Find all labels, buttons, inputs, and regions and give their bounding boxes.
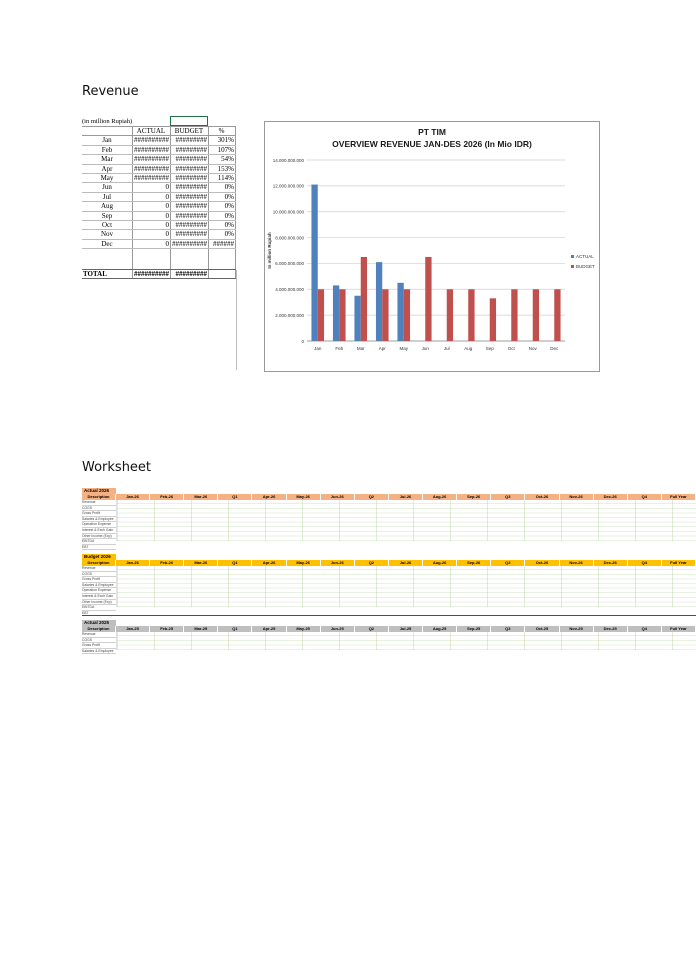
row-label[interactable]: Other Income (Exp): [82, 600, 116, 606]
row-label[interactable]: EBT: [82, 611, 116, 617]
legend-entry: ACTUAL: [576, 254, 594, 259]
column-header[interactable]: Nov-26: [560, 494, 594, 500]
data-grid[interactable]: [116, 500, 696, 541]
y-tick-label: 12.000.000.000: [272, 183, 304, 189]
bar-budget-jun: [425, 257, 431, 341]
month-cell[interactable]: Dec: [101, 239, 113, 248]
y-tick-label: 8.000.000.000: [275, 235, 304, 241]
table-row: [82, 183, 236, 192]
row-label[interactable]: EBT: [82, 545, 116, 551]
row-label[interactable]: COGS: [82, 638, 116, 644]
column-header[interactable]: Q4: [628, 626, 662, 632]
column-header[interactable]: May-26: [287, 494, 321, 500]
column-header[interactable]: Jun-25: [321, 626, 355, 632]
block-divider: [82, 615, 696, 616]
table-row: [82, 240, 236, 249]
bar-actual-apr: [376, 262, 382, 341]
bar-budget-feb: [339, 289, 345, 341]
x-tick-label: Aug: [464, 346, 473, 351]
pct-cell[interactable]: 0%: [208, 212, 236, 220]
month-cell[interactable]: Jun: [102, 183, 112, 192]
month-cell[interactable]: Jan: [102, 136, 112, 145]
block-tag: Actual 2025: [82, 620, 116, 626]
column-header[interactable]: Q4: [628, 560, 662, 566]
x-tick-label: Sep: [485, 346, 494, 351]
table-row: [82, 136, 236, 145]
row-label[interactable]: COGS: [82, 572, 116, 578]
revenue-chart[interactable]: [264, 121, 600, 372]
column-header[interactable]: Jul-25: [389, 626, 423, 632]
header-cell[interactable]: [82, 127, 132, 135]
pct-cell[interactable]: 107%: [208, 146, 236, 154]
actual-cell[interactable]: 0: [132, 221, 170, 229]
selected-cell-outline[interactable]: [170, 116, 208, 126]
worksheet-heading: Worksheet: [82, 460, 152, 475]
y-tick-label: 2.000.000.000: [275, 312, 304, 318]
column-header[interactable]: Mar-26: [184, 494, 218, 500]
table-spacer: [82, 249, 236, 269]
actual-cell[interactable]: 0: [132, 202, 170, 210]
table-body: [82, 136, 236, 249]
chart-plot: [265, 122, 601, 373]
month-cell[interactable]: Mar: [101, 155, 113, 164]
column-header[interactable]: May-25: [287, 626, 321, 632]
y-axis-label: In million Rupiah: [267, 232, 272, 269]
y-tick-label: 10.000.000.000: [272, 209, 304, 215]
header-cell[interactable]: %: [208, 127, 236, 135]
bar-budget-may: [404, 289, 410, 341]
row-label[interactable]: Revenue: [82, 566, 116, 572]
x-tick-label: Feb: [335, 346, 344, 351]
y-tick-label: 0: [301, 338, 304, 344]
description-header[interactable]: Description: [82, 560, 116, 566]
row-label[interactable]: Interest & Exch Gain: [82, 594, 116, 600]
month-cell[interactable]: Apr: [101, 164, 113, 173]
column-header[interactable]: Feb-26: [150, 560, 184, 566]
bar-actual-jan: [311, 185, 317, 341]
total-pct[interactable]: [208, 270, 236, 278]
chart-title: PT TIM: [418, 127, 446, 137]
column-header[interactable]: Sep-25: [457, 626, 491, 632]
column-header[interactable]: Jan-26: [116, 494, 150, 500]
pct-cell[interactable]: 0%: [208, 193, 236, 201]
bar-budget-jul: [447, 289, 453, 341]
column-header[interactable]: Q3: [491, 494, 525, 500]
bar-budget-apr: [382, 289, 388, 341]
month-cell[interactable]: Oct: [101, 220, 113, 229]
column-header[interactable]: Full Year: [662, 626, 696, 632]
month-cell[interactable]: Jul: [102, 192, 112, 201]
table-row: [82, 193, 236, 202]
actual-cell[interactable]: ##########: [134, 173, 169, 182]
column-header[interactable]: Dec-26: [594, 560, 628, 566]
column-header[interactable]: Nov-26: [560, 560, 594, 566]
budget-cell[interactable]: #########: [170, 146, 208, 154]
row-label[interactable]: Gross Profit: [82, 643, 116, 649]
column-header[interactable]: Apr-25: [252, 626, 286, 632]
x-tick-label: May: [399, 346, 409, 351]
column-header[interactable]: Apr-26: [252, 560, 286, 566]
description-header[interactable]: Description: [82, 494, 116, 500]
column-header[interactable]: Q3: [491, 560, 525, 566]
column-header[interactable]: Full Year: [662, 560, 696, 566]
x-tick-label: Jun: [421, 346, 429, 351]
column-header[interactable]: Sep-26: [457, 494, 491, 500]
pct-cell[interactable]: 54%: [208, 155, 236, 163]
row-label[interactable]: EBITDA: [82, 605, 116, 611]
column-header[interactable]: Sep-26: [457, 560, 491, 566]
budget-cell[interactable]: #########: [170, 165, 208, 173]
column-header[interactable]: Aug-25: [423, 626, 457, 632]
row-label[interactable]: Gross Profit: [82, 511, 116, 517]
actual-cell[interactable]: 0: [132, 240, 170, 248]
table-row: [82, 146, 236, 155]
total-budget[interactable]: #########: [170, 270, 208, 278]
column-header[interactable]: Jan-25: [116, 626, 150, 632]
column-header[interactable]: Jun-26: [321, 560, 355, 566]
row-label[interactable]: Other Income (Exp): [82, 534, 116, 540]
row-label[interactable]: Operation Expense: [82, 588, 116, 594]
column-header[interactable]: Q2: [355, 560, 389, 566]
column-header[interactable]: Jul-26: [389, 560, 423, 566]
bar-actual-feb: [333, 285, 339, 341]
column-header[interactable]: Mar-25: [184, 626, 218, 632]
pct-cell[interactable]: 0%: [208, 230, 236, 238]
table-row: [82, 221, 236, 230]
column-header[interactable]: Jul-26: [389, 494, 423, 500]
column-header[interactable]: Oct-25: [525, 626, 559, 632]
column-header[interactable]: Q1: [218, 494, 252, 500]
budget-cell[interactable]: #########: [170, 212, 208, 220]
y-tick-label: 6.000.000.000: [275, 261, 304, 267]
pct-cell[interactable]: 153%: [208, 165, 236, 173]
actual-cell[interactable]: 0: [132, 212, 170, 220]
table-row: [82, 174, 236, 183]
table-row: [82, 165, 236, 174]
block-tag: Budget 2026: [82, 554, 116, 560]
actual-cell[interactable]: 0: [132, 230, 170, 238]
data-grid[interactable]: [116, 632, 696, 650]
x-tick-label: Oct: [507, 346, 515, 351]
budget-cell[interactable]: #########: [170, 221, 208, 229]
actual-cell[interactable]: ##########: [134, 164, 169, 173]
bar-budget-mar: [361, 257, 367, 341]
y-tick-label: 4.000.000.000: [275, 287, 304, 293]
actual-cell[interactable]: 0: [132, 183, 170, 191]
column-header[interactable]: Jan-26: [116, 560, 150, 566]
data-grid[interactable]: [116, 566, 696, 607]
column-header[interactable]: Feb-25: [150, 626, 184, 632]
budget-cell[interactable]: #########: [170, 183, 208, 191]
actual-cell[interactable]: ##########: [134, 136, 169, 145]
unit-label: (in million Rupiah): [82, 118, 133, 125]
row-label[interactable]: COGS: [82, 506, 116, 512]
budget-cell[interactable]: ##########: [172, 239, 207, 248]
budget-cell[interactable]: #########: [170, 202, 208, 210]
column-header[interactable]: Aug-26: [423, 560, 457, 566]
x-tick-label: Mar: [356, 346, 365, 351]
budget-cell[interactable]: #########: [170, 155, 208, 163]
table-header-row: [82, 126, 236, 136]
header-cell[interactable]: ACTUAL: [132, 127, 170, 135]
revenue-heading: Revenue: [82, 84, 139, 99]
month-cell[interactable]: Aug: [100, 202, 114, 211]
x-tick-label: Jan: [314, 346, 322, 351]
budget-cell[interactable]: #########: [170, 174, 208, 182]
month-cell[interactable]: Nov: [100, 230, 114, 239]
pct-cell[interactable]: 301%: [208, 136, 236, 144]
column-header[interactable]: May-26: [287, 560, 321, 566]
pct-cell[interactable]: 0%: [208, 202, 236, 210]
actual-cell[interactable]: 0: [132, 193, 170, 201]
row-label[interactable]: Revenue: [82, 500, 116, 506]
pct-cell[interactable]: 0%: [208, 221, 236, 229]
legend-entry: BUDGET: [576, 264, 595, 269]
bar-budget-aug: [468, 289, 474, 341]
budget-cell[interactable]: #########: [170, 230, 208, 238]
actual-cell[interactable]: ##########: [134, 145, 169, 154]
column-header[interactable]: Oct-26: [525, 560, 559, 566]
budget-cell[interactable]: #########: [170, 193, 208, 201]
x-tick-label: Dec: [550, 346, 559, 351]
bar-actual-mar: [354, 296, 360, 341]
pct-cell[interactable]: ######: [208, 240, 236, 248]
revenue-table: [82, 118, 236, 279]
column-header[interactable]: Q1: [218, 626, 252, 632]
budget-cell[interactable]: #########: [170, 136, 208, 144]
column-header[interactable]: Aug-26: [423, 494, 457, 500]
description-header[interactable]: Description: [82, 626, 116, 632]
bar-budget-oct: [511, 289, 517, 341]
chart-subtitle: OVERVIEW REVENUE JAN-DES 2026 (In Mio IDR): [332, 139, 532, 149]
bar-budget-nov: [533, 289, 539, 341]
table-total-row: [82, 269, 236, 279]
x-tick-label: Nov: [528, 346, 537, 351]
column-header[interactable]: Apr-26: [252, 494, 286, 500]
row-label[interactable]: Revenue: [82, 632, 116, 638]
pct-cell[interactable]: 0%: [208, 183, 236, 191]
row-label[interactable]: Interest & Exch Gain: [82, 528, 116, 534]
row-label[interactable]: Gross Profit: [82, 577, 116, 583]
column-header[interactable]: Q3: [491, 626, 525, 632]
column-header[interactable]: Q4: [628, 494, 662, 500]
column-header[interactable]: Oct-26: [525, 494, 559, 500]
table-row: [82, 155, 236, 164]
row-label[interactable]: EBITDA: [82, 539, 116, 545]
total-actual[interactable]: ##########: [134, 270, 169, 279]
column-header[interactable]: Jun-26: [321, 494, 355, 500]
bar-actual-may: [397, 283, 403, 341]
description-column: [82, 632, 116, 654]
description-column: [82, 500, 116, 550]
x-tick-label: Apr: [378, 346, 386, 351]
column-header[interactable]: Nov-25: [560, 626, 594, 632]
column-header[interactable]: Dec-25: [594, 626, 628, 632]
total-label[interactable]: TOTAL: [83, 270, 107, 279]
description-column: [82, 566, 116, 616]
column-header[interactable]: Q2: [355, 494, 389, 500]
column-header[interactable]: Q2: [355, 626, 389, 632]
month-cell[interactable]: Feb: [101, 145, 113, 154]
table-row: [82, 230, 236, 239]
table-row: [82, 202, 236, 211]
legend-swatch-actual: [571, 255, 574, 258]
column-header[interactable]: Q1: [218, 560, 252, 566]
actual-cell[interactable]: ##########: [134, 155, 169, 164]
row-label[interactable]: Salaries & Employee: [82, 517, 116, 523]
legend-swatch-budget: [571, 265, 574, 268]
column-header[interactable]: Dec-26: [594, 494, 628, 500]
x-tick-label: Jul: [443, 346, 450, 351]
row-label[interactable]: Salaries & Employee: [82, 583, 116, 589]
column-header[interactable]: Full Year: [662, 494, 696, 500]
column-header[interactable]: Feb-26: [150, 494, 184, 500]
pct-cell[interactable]: 114%: [208, 174, 236, 182]
month-cell[interactable]: May: [100, 173, 114, 182]
row-label[interactable]: Operation Expense: [82, 522, 116, 528]
divider: [236, 270, 237, 370]
bar-budget-sep: [490, 298, 496, 341]
y-tick-label: 14.000.000.000: [272, 157, 304, 163]
bar-budget-jan: [318, 289, 324, 341]
row-label[interactable]: Salaries & Employee: [82, 649, 116, 655]
month-cell[interactable]: Sep: [101, 211, 113, 220]
table-row: [82, 212, 236, 221]
block-tag: Actual 2026: [82, 488, 116, 494]
header-cell[interactable]: BUDGET: [170, 127, 208, 135]
column-header[interactable]: Mar-26: [184, 560, 218, 566]
bar-budget-dec: [554, 289, 560, 341]
